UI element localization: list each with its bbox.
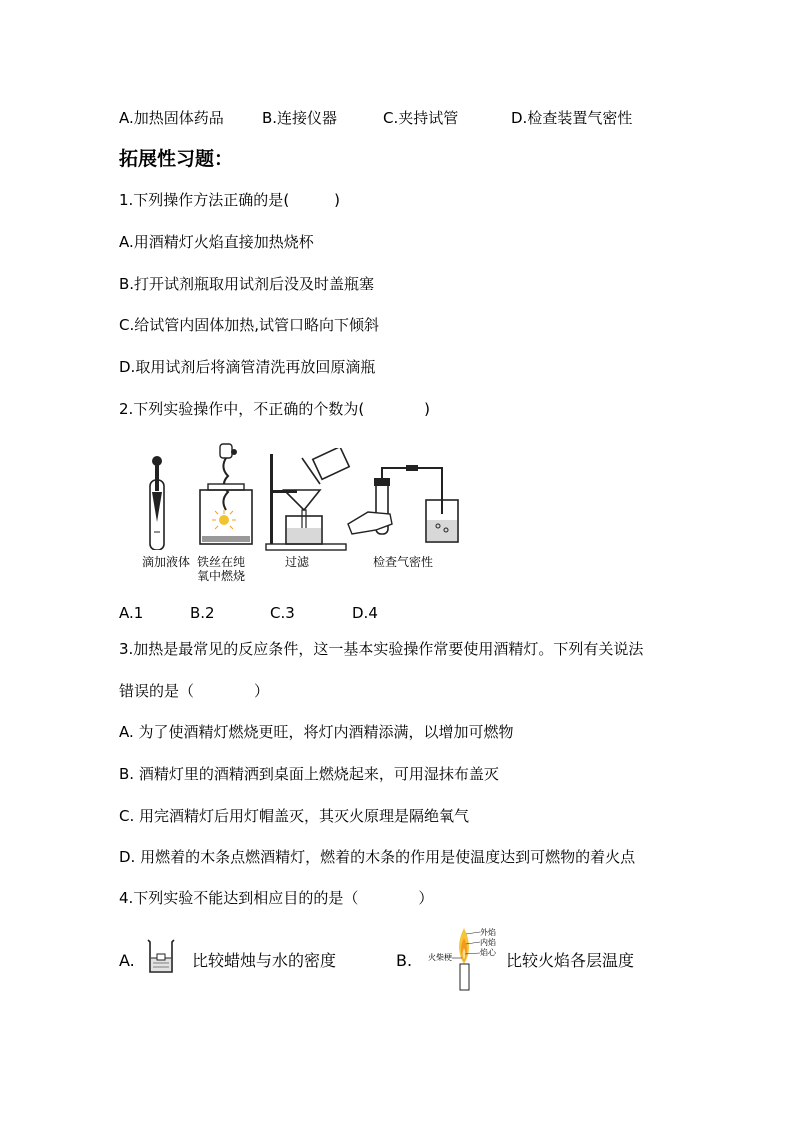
q4-option-b-letter: B. xyxy=(396,951,413,970)
q2-stem: 2.下列实验操作中，不正确的个数为( ) xyxy=(119,400,431,418)
q1-option-d: D.取用试剂后将滴管清洗再放回原滴瓶 xyxy=(119,358,376,376)
caption-filtration: 过滤 xyxy=(285,555,310,569)
q2-option-c: C.3 xyxy=(270,604,295,622)
q3-stem-line1: 3.加热是最常见的反应条件，这一基本实验操作常要使用酒精灯。下列有关说法 xyxy=(119,640,644,658)
flame-label-core: 焰心 xyxy=(480,948,496,957)
iron-wire-oxygen-illustration xyxy=(196,440,256,550)
caption-airtightness: 检查气密性 xyxy=(373,555,434,569)
q1-option-c: C.给试管内固体加热,试管口略向下倾斜 xyxy=(119,316,380,334)
q1-stem: 1.下列操作方法正确的是( ) xyxy=(119,191,341,209)
q4-option-a-letter: A. xyxy=(119,951,135,970)
caption-dropping-liquid: 滴加液体 xyxy=(142,555,191,569)
q3-option-c: C. 用完酒精灯后用灯帽盖灭，其灭火原理是隔绝氧气 xyxy=(119,807,470,825)
prev-option-d: D.检查装置气密性 xyxy=(511,109,633,127)
flame-label-outer: 外焰 xyxy=(480,928,496,937)
q2-option-d: D.4 xyxy=(352,604,378,622)
dropper-illustration xyxy=(140,452,174,550)
flame-label-inner: 内焰 xyxy=(480,938,496,947)
q2-option-b: B.2 xyxy=(190,604,215,622)
q3-stem-line2: 错误的是（ ） xyxy=(119,682,270,700)
q3-option-b: B. 酒精灯里的酒精洒到桌面上燃烧起来，可用湿抹布盖灭 xyxy=(119,765,499,783)
caption-iron-wire-2: 氧中燃烧 xyxy=(197,569,246,583)
section-heading: 拓展性习题： xyxy=(119,148,234,170)
prev-option-b: B.连接仪器 xyxy=(262,109,338,127)
q4-option-b-text: 比较火焰各层温度 xyxy=(506,951,635,970)
caption-iron-wire-1: 铁丝在纯 xyxy=(197,555,246,569)
beaker-candle-water-illustration xyxy=(146,938,176,974)
q1-option-a: A.用酒精灯火焰直接加热烧杯 xyxy=(119,233,314,251)
prev-option-a: A.加热固体药品 xyxy=(119,109,224,127)
q3-option-a: A. 为了使酒精灯燃烧更旺，将灯内酒精添满，以增加可燃物 xyxy=(119,723,514,741)
filtration-illustration xyxy=(258,448,350,552)
q4-option-a-text: 比较蜡烛与水的密度 xyxy=(192,951,337,970)
q4-stem: 4.下列实验不能达到相应目的的是（ ） xyxy=(119,889,434,907)
q2-option-a: A.1 xyxy=(119,604,144,622)
q1-option-b: B.打开试剂瓶取用试剂后没及时盖瓶塞 xyxy=(119,275,375,293)
prev-option-c: C.夹持试管 xyxy=(383,109,459,127)
airtightness-check-illustration xyxy=(346,464,464,548)
q3-option-d: D. 用燃着的木条点燃酒精灯，燃着的木条的作用是使温度达到可燃物的着火点 xyxy=(119,848,636,866)
flame-label-matchstick: 火柴梗 xyxy=(428,953,452,962)
